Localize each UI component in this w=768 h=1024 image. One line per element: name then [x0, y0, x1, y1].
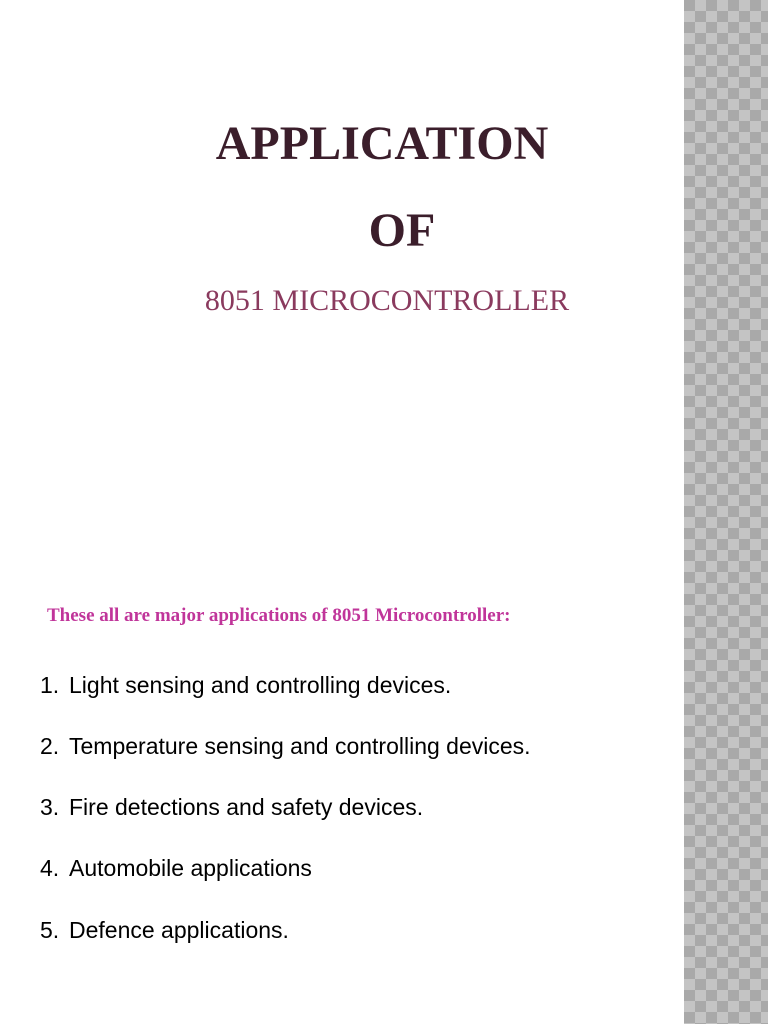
list-item-number: 1.	[40, 672, 60, 698]
list-item-number: 3.	[40, 794, 60, 820]
list-item	[40, 670, 560, 700]
list-item	[40, 853, 560, 883]
subtitle: 8051 MICROCONTROLLER	[204, 284, 570, 317]
list-item-text: Light sensing and controlling devices.	[69, 672, 452, 698]
applications-list	[40, 670, 560, 945]
list-item-number: 2.	[40, 733, 60, 759]
list-item	[40, 915, 560, 945]
list-item	[40, 731, 560, 761]
list-item-text: Automobile applications	[69, 855, 312, 881]
list-item-number: 4.	[40, 855, 60, 881]
list-item-text: Fire detections and safety devices.	[69, 794, 424, 820]
title-line-application: APPLICATION	[215, 117, 549, 170]
list-item-text: Temperature sensing and controlling devices.	[69, 733, 531, 759]
list-item	[40, 792, 560, 822]
intro-text: These all are major applications of 8051 Microcontroller:	[47, 605, 511, 626]
decorative-side-pattern	[684, 0, 768, 1024]
list-item-number: 5.	[40, 917, 60, 943]
title-line-of: OF	[368, 204, 436, 257]
list-item-text: Defence applications.	[69, 917, 289, 943]
